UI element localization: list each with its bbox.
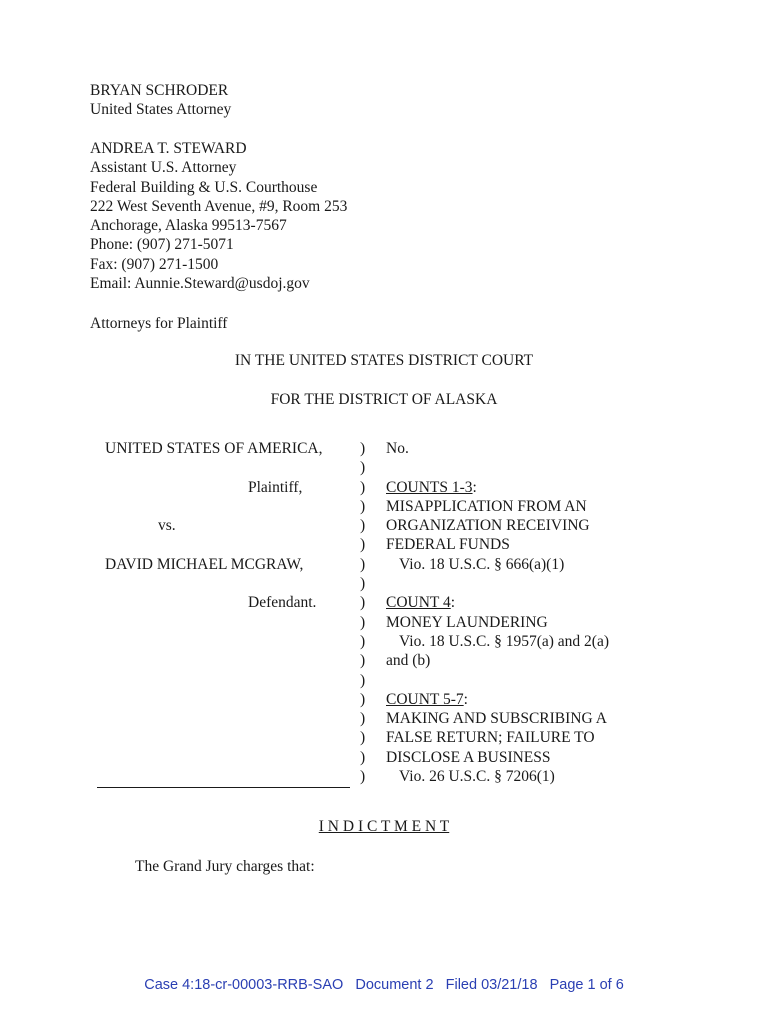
count-4-heading: COUNT 4 [386,594,451,612]
count-4-statute-1: Vio. 18 U.S.C. § 1957(a) and 2(a) [399,632,610,650]
opening-paragraph: The Grand Jury charges that: [135,858,315,875]
counts-1-3-colon: : [472,478,477,496]
count-5-7-heading-line [386,690,609,709]
plaintiff-name: UNITED STATES OF AMERICA, [105,440,323,457]
versus-label: vs. [158,517,176,534]
caption-paren: ) [360,690,366,708]
count-4-desc: MONEY LAUNDERING [386,613,548,631]
counts-1-3-desc-2: ORGANIZATION RECEIVING [386,517,590,535]
caption-paren: ) [360,459,366,477]
counts-1-3-heading-line [386,478,609,497]
court-district: FOR THE DISTRICT OF ALASKA [270,391,498,408]
spacer-line [386,458,609,477]
caption-paren: ) [360,478,366,496]
caption-paren: ) [360,729,366,747]
fax-line: Fax: (907) 271-1500 [90,255,219,273]
case-footer-stamp: Case 4:18-cr-00003-RRB-SAO Document 2 Filed 03/21/18 Page 1 of 6 [144,977,624,993]
indictment-title: I N D I C T M E N T [318,818,450,835]
counts-1-3-desc-3: FEDERAL FUNDS [386,536,510,554]
count-5-7-colon: : [463,690,468,708]
defendant-name: DAVID MICHAEL MCGRAW, [105,556,304,573]
attorneys-for-plaintiff: Attorneys for Plaintiff [90,315,228,332]
count-5-7-desc-1: MAKING AND SUBSCRIBING A [386,710,607,728]
attorney-name: BRYAN SCHRODER [90,82,229,99]
email-line: Email: Aunnie.Steward@usdoj.gov [90,275,310,293]
address-line-3: Anchorage, Alaska 99513-7567 [90,217,287,235]
case-number-label: No. [386,440,409,457]
spacer-line [386,574,609,593]
assistant-attorney-block [90,139,347,293]
document-title [0,818,768,836]
caption-paren: ) [360,440,366,457]
attorney-block [90,81,231,120]
attorneys-for-block [90,314,227,333]
caption-paren: ) [360,594,366,612]
address-line-1: Federal Building & U.S. Courthouse [90,178,318,196]
caption-paren: ) [360,536,366,554]
caption-paren: ) [360,748,366,766]
phone-line: Phone: (907) 271-5071 [90,236,234,254]
caption-signature-line [97,787,350,788]
court-name: IN THE UNITED STATES DISTRICT COURT [234,352,534,369]
caption-paren: ) [360,517,366,535]
attorney-title: United States Attorney [90,101,232,119]
count-5-7-desc-2: FALSE RETURN; FAILURE TO [386,729,595,747]
count-5-7-statute: Vio. 26 U.S.C. § 7206(1) [399,768,555,786]
counts-1-3-heading: COUNTS 1-3 [386,478,473,496]
spacer-line [386,671,609,690]
caption-paren: ) [360,613,366,631]
caption-paren: ) [360,768,366,786]
caption-paren: ) [360,555,366,573]
assistant-title: Assistant U.S. Attorney [90,159,237,177]
plaintiff-role: Plaintiff, [248,479,303,496]
count-4-colon: : [450,594,456,612]
caption-paren: ) [360,575,366,593]
caption-paren: ) [360,671,366,689]
caption-paren: ) [360,652,366,670]
counts-1-3-desc-1: MISAPPLICATION FROM AN [386,497,587,515]
count-5-7-heading: COUNT 5-7 [386,690,464,708]
caption-parentheses [360,439,370,786]
caption-paren: ) [360,710,366,728]
defendant-role: Defendant. [248,594,317,611]
count-4-statute-2: and (b) [386,652,431,670]
assistant-name: ANDREA T. STEWARD [90,140,247,157]
caption-paren: ) [360,497,366,515]
address-line-2: 222 West Seventh Avenue, #9, Room 253 [90,197,348,215]
count-5-7-desc-3: DISCLOSE A BUSINESS [386,748,551,766]
counts-1-3-statute: Vio. 18 U.S.C. § 666(a)(1) [399,555,565,573]
caption-paren: ) [360,632,366,650]
caption-counts [386,439,609,786]
count-4-heading-line [386,593,609,612]
